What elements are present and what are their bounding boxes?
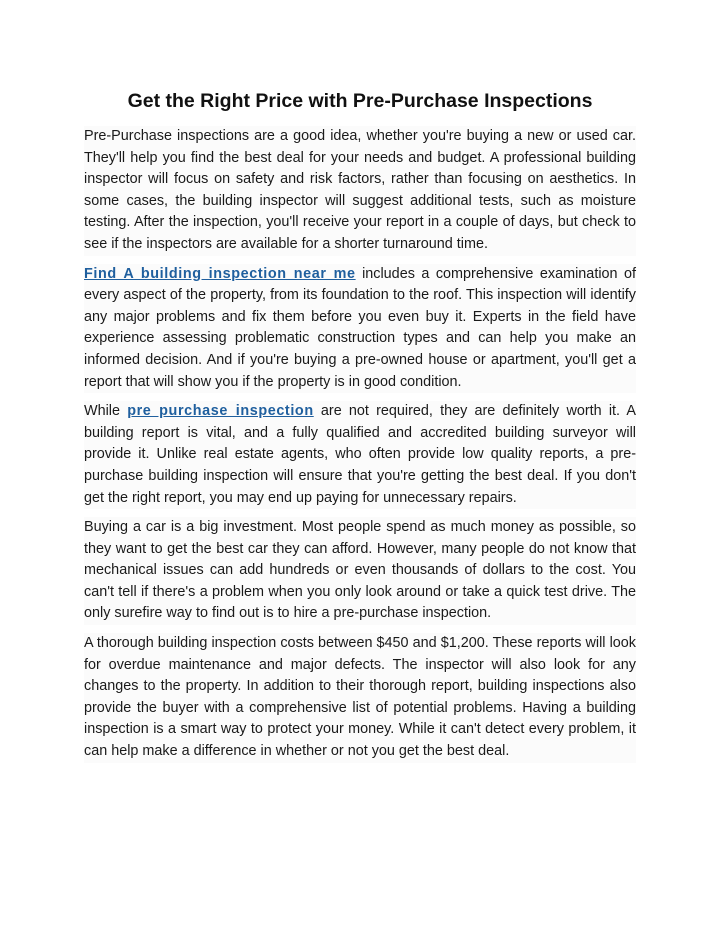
paragraph-pre-purchase-text: are not required, they are definitely worth it. A building report is vital, and a fully qualified and accredited building surveyor will provide it. Unlike real estate agents, who often provide low quality reports, a pre-purchase building inspection will ensure that you're getting the best deal. If you don't get the right report, you may end up paying for unnecessary repairs. [84,403,637,506]
paragraph-intro: Pre-Purchase inspections are a good idea, whether you're buying a new or used car. They'll help you find the best deal for your needs and budget. A professional building inspector will focus on safety and risk factors, rather than focusing on aesthetics. In some cases, the building inspector will suggest additional tests, such as moisture testing. After the inspection, you'll receive your report in a couple of days, but check to see if the inspectors are available for a shorter turnaround time. [84,126,636,256]
document-body [84,86,636,771]
paragraph-pre-purchase-lead: While [84,403,128,420]
paragraph-inspection-cost: A thorough building inspection costs between $450 and $1,200. These reports will look for overdue maintenance and major defects. The inspector will also look for any changes to the property. In addition to their thorough report, building inspections also provide the buyer with a comprehensive list of potential problems. Having a building inspection is a smart way to protect your money. While it can't detect every problem, it can help make a difference in whether or not you get the best deal. [84,633,636,763]
page-title: Get the Right Price with Pre-Purchase Inspections [127,90,593,112]
paragraph-building-inspection-text: includes a comprehensive examination of every aspect of the property, from its foundation to the roof. This inspection will identify any major problems and fix them before you even buy it. Experts in the field have experience assessing problematic construction types and can help you make an informed decision. And if you're buying a pre-owned house or apartment, you'll get a report that will show you if the property is in good condition. [84,265,636,390]
paragraph-pre-purchase [84,401,636,509]
building-inspection-near-me-link[interactable]: Find A building inspection near me [84,265,356,282]
pre-purchase-inspection-link[interactable]: pre purchase inspection [127,403,314,420]
paragraph-building-inspection [84,264,636,394]
paragraph-car-investment: Buying a car is a big investment. Most people spend as much money as possible, so they want to get the best car they can afford. However, many people do not know that mechanical issues can add hundreds or even thousands of dollars to the cost. You can't tell if there's a problem when you only look around or take a quick test drive. The only surefire way to find out is to hire a pre-purchase inspection. [84,517,636,625]
